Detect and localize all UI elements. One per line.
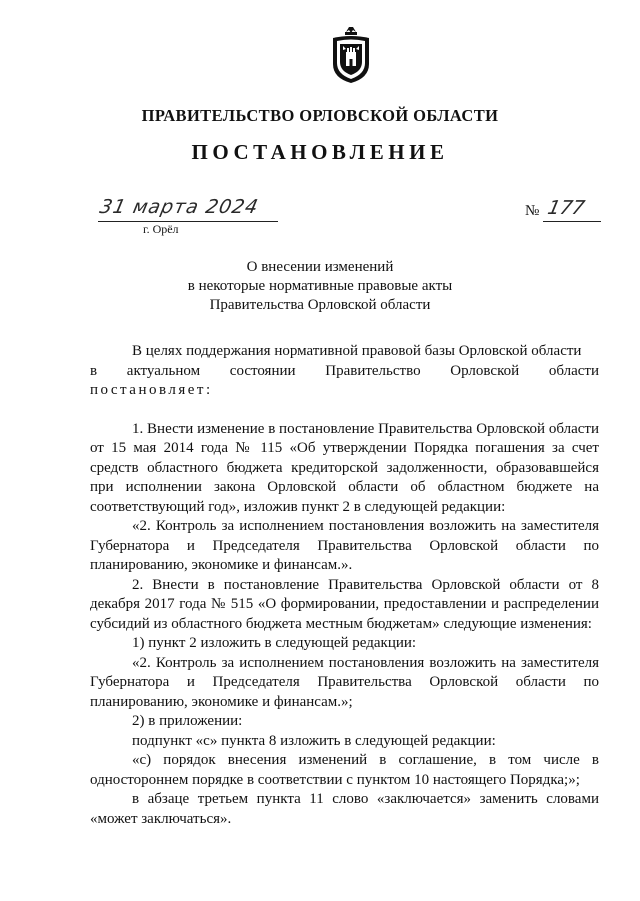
intro-line-2: в актуальном состоянии Правительство Орловской области [90, 362, 599, 379]
paragraph-2-item-2-a-quote: «с) порядок внесения изменений в соглашение, в том числе в одностороннем порядке в соответствии с пунктом 10 настоящего Порядка;»; [90, 752, 599, 788]
paragraph-2-item-1: 1) пункт 2 изложить в следующей редакции: [132, 635, 417, 651]
paragraph-2-item-1-quote: «2. Контроль за исполнением постановления возложить на заместителя Губернатора и Председателя Правительства Орловской области по планированию, экономике и финансам.»; [90, 654, 599, 710]
paragraph-2-item-2: 2) в приложении: [132, 713, 243, 729]
paragraph-2-item-2-a: подпункт «с» пункта 8 изложить в следующей редакции: [132, 732, 496, 749]
intro-resolves: постановляет: [90, 382, 213, 398]
handwritten-date: 31 марта 2024 [97, 196, 261, 218]
subject-line-3: Правительства Орловской области [209, 297, 431, 313]
document-body [90, 342, 599, 829]
number-label: № [525, 203, 540, 219]
handwritten-number: 177 [545, 197, 587, 219]
subject-line-1: О внесении изменений [246, 259, 394, 275]
document-subject [0, 258, 640, 315]
paragraph-gap [90, 401, 599, 420]
intro-line-1: В целях поддержания нормативной правовой базы Орловской области [132, 343, 582, 359]
paragraph-1-quote: «2. Контроль за исполнением постановления возложить на заместителя Губернатора и Председателя Правительства Орловской области по планированию, экономике и финансам.». [90, 518, 599, 573]
paragraph-2: 2. Внести в постановление Правительства Орловской области от 8 декабря 2017 года № 515 «О формировании, предоставлении и распределении субсидий из областного бюджета местным бюджетам» следующие изменения: [90, 576, 599, 632]
paragraph-1: 1. Внести изменение в постановление Правительства Орловской области от 15 мая 2014 года № 115 «Об утверждении Порядка погашения за счет средств областного бюджета кредиторской задолженности, образовавшейся при исполнении закона Орловской области об областном бюджете на соответствующий год», изложив пункт 2 в следующей редакции: [90, 420, 599, 515]
paragraph-2-item-2-b: в абзаце третьем пункта 11 слово «заключается» заменить словами «может заключаться». [90, 791, 599, 827]
date-underline [98, 221, 278, 222]
coat-of-arms-icon [327, 26, 375, 84]
government-name: ПРАВИТЕЛЬСТВО ОРЛОВСКОЙ ОБЛАСТИ [141, 106, 499, 125]
subject-line-2: в некоторые нормативные правовые акты [187, 278, 453, 294]
number-underline [543, 221, 601, 222]
document-type-title: ПОСТАНОВЛЕНИЕ [191, 140, 449, 164]
city-label: г. Орёл [143, 222, 179, 236]
